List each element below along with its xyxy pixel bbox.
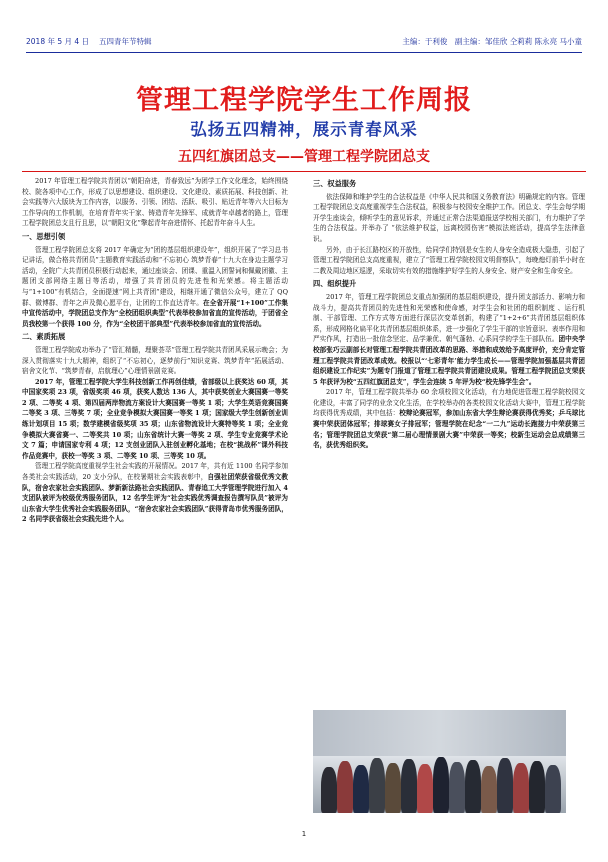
- heading-rights: 三、权益服务: [313, 179, 357, 188]
- culture-text: 2017 年，管理工程学院共举办 60 余项校园文化活动，有力地促进管理工程学院校园文化建设，丰富了同学的业余文化生活，在学校举办的各类校园文化活动大赛中，管理工程学院均获得优秀成绩，其中包括：: [313, 388, 585, 418]
- photo-figure: [385, 763, 401, 813]
- organization-bold-text: 团中央学校部张巧云副部长对管理工程学院共青团改革的思路、举措和成效给予高度评价，充分肯定管理工程学院共青团改革成效。校报以“‘七彩青年’能力学生成长——管理学院加强基层共青团组织建设工作纪实”为题专门报道了管理工程学院共青团建设成果。管理工程学院团总支荣获 5 年获评为校“五四红旗团总支”，学生会连续 5 年评为校“校先锋学生会”。: [313, 335, 585, 386]
- photo-figure: [529, 761, 545, 813]
- paragraph-rights: 依法保障和维护学生的合法权益是《中华人民共和国义务教育法》明确规定的内容。管理工程学院团总支高度重视学生合法权益，积极参与校园安全维护工作。团总支、学生会每学期开学生座谈会，倾听学生的意见诉求，并通过正常合法渠道报送学校相关部门，有力维护了学生的合法权益。并举办了 “依法维护权益，远离校园伤害”模拟法庭活动，提高学生法律意识。: [313, 192, 585, 243]
- photo-figure: [433, 757, 449, 813]
- paragraph-practice: [22, 461, 288, 525]
- practice-text: 管理工程学院高度重视学生社会实践的开展情况。2017 年，共有近 1100 名同学参加各类社会实践活动，20 支小分队，在校暑期社会实践表彰中，: [22, 462, 288, 482]
- paragraph-organization: [313, 292, 585, 387]
- edition-text: 五四青年节特辑: [98, 37, 152, 46]
- intro-paragraph: 2017 年管理工程学院共青团以“朝阳奋进，青春致远”为团学工作文化理念，始终围绕校、院各项中心工作，形成了以思想建设、组织建设、文化建设、素质拓展、科技创新、社会实践等六大版块为工作内容，以服务、引领、团结、活跃、吸引、贴近青年等六大目标为工作导向的工作机制，在培育青年实干家、铸造青年先锋军、成就青年卓越者的路上，管理工程学院团总支且行且思，以“朝阳文化”擎起青年奋进情怀、托起青年奋斗人生。: [22, 177, 288, 228]
- right-column: [313, 176, 585, 451]
- date-text: 2018 年 5 月 4 日: [26, 37, 90, 46]
- culture-bold-text: 校辩论赛冠军，参加山东省大学生辩论赛获得优秀奖；乒乓球比赛中荣获团体冠军；排球赛女子排冠军；管理学院在纪念“一二九”运动长跑接力中荣获第三名；管理学院团总支荣获“第二届心理情景剧大赛”中荣获一等奖；校新生运动会总成绩第三名，获优秀组织奖。: [313, 409, 586, 450]
- photo-figure: [321, 767, 337, 813]
- photo-figure: [369, 758, 385, 813]
- photo-figure: [337, 761, 353, 813]
- masthead-subtitle: 弘扬五四精神，展示青春风采: [190, 120, 418, 139]
- photo-figure: [481, 766, 497, 813]
- paragraph-culture: [313, 387, 585, 451]
- issue-date: [26, 36, 151, 52]
- group-photo: [313, 710, 566, 813]
- paragraph-safety: 另外，由于长江路校区的开放性，给同学们特别是女生的人身安全造成极大隐患，引起了管理工程学院团总支高度重视，建立了“管理工程学院校园文明督察队”，每晚熄灯前半小时在二教及周边地区巡逻，采取切实有效的措施维护好学生的人身安全、财产安全和生命安全。: [313, 245, 585, 275]
- photo-figure: [513, 763, 529, 813]
- photo-figure: [417, 764, 433, 813]
- editors-line: 主编：于利俊 副主编：邹佳欣 仝莉莉 陈永亮 马小童: [402, 37, 582, 46]
- header-bar: [26, 36, 582, 53]
- masthead-title: 管理工程学院学生工作周报: [136, 85, 472, 116]
- page-number: 1: [301, 830, 307, 838]
- paragraph-quality: 管理工程学院成功举办了“管汇精髓，理聚荟萃”管理工程学院共青团风采展示晚会；为深入贯彻落实十九大精神，组织了“不忘初心，逐梦前行”知识竞赛、筑梦青年”拓展活动、宿舍文化节、“筑梦青春，启航理心”心理情景剧竞赛。: [22, 345, 288, 376]
- paragraph-ideology: [22, 245, 288, 330]
- photo-figure: [465, 760, 481, 813]
- heading-organization: 四、组织提升: [313, 279, 357, 289]
- photo-figure: [497, 758, 513, 813]
- photo-figure: [401, 759, 417, 813]
- ideology-bold-text: 在全省开展“1+100”工作集中宣传活动中，学院团总支作为“全校团组织典型”代表举校参加省直的宣传活动，于团省全员我校第一个获得 100 分，作为“全校团干部典型”代表举校参加省直的宣传活动。: [22, 298, 289, 328]
- practice-bold-text: 自强社团荣获省级优秀文教队，宿舍农家社会实践团队、梦新新法路社会实践团队、青春追工大学管理学院进行加入 4 支团队被评为校级优秀服务团队，12 名学生评为“社会实践优秀调查报告撰写队员”被评为山东省大学生优秀社会实践服务团队，“宿舍农家社会实践团队”获得青岛市优秀服务团队，2 名同学获省级社会实践先进个人。: [22, 473, 288, 524]
- feature-section-title: 五四红旗团总支——管理工程学院团总支: [178, 149, 430, 165]
- ideology-text: 管理工程学院团总支将 2017 年确定为“团的基层组织建设年”，组织开展了“学习总书记讲话，做合格共青团员”主题教育实践活动和“不忘初心 筑梦青春”十九大在身边主题学习活动，全院广大共青团员积极行动起来，通过座谈会、团课、重温入团誓词和佩戴团徽、主题团支部网络主题日等活动，增强了共青团员的先进性和光荣感。将主题活动与“1+100”有机结合，全面提速“网上共青团”建设，相继开通了微信公众号，建立了 QQ 群、微博群、青年之声及微心愿平台，让团的工作直达青年。: [22, 245, 288, 307]
- photo-figure: [449, 762, 465, 813]
- photo-background: [313, 710, 566, 756]
- left-column: [22, 176, 288, 525]
- heading-quality: 二、素质拓展: [22, 332, 66, 342]
- paragraph-awards: 2017 年，管理工程学院大学生科技创新工作再创佳绩，省部级以上获奖达 60 项，其中国家奖项 23 项，省级奖项 46 项，获奖人数达 136 人，其中获奖创业大赛国赛一等奖 2 项、二等奖 4 项、第四届两岸物流方案设计大赛国赛一等奖 1 项；大学生英语竞赛国赛二等奖 3 项、三等奖 7 项；全业竞争模拟大赛国赛一等奖 1 项；国家级大学生创新创业训练计划项目 15 项；数学建模省级奖项 35 项；山东省物流设计大赛特等奖 1 项；全业竞争模拟大赛省赛一、二等奖共 10 项；山东省统计大赛一等奖 2 项、学生专业竞赛学术论文 7 篇；申请国家专利 4 项；12 支创业团队入驻创业孵化基地；在校“挑战杯”课外科技作品竞赛中，获校一等奖 3 项、二等奖 10 项、三等奖 10 项。: [22, 377, 288, 460]
- photo-figure: [545, 765, 561, 813]
- divider: [22, 171, 586, 172]
- heading-ideology: 一、思想引领: [22, 231, 66, 241]
- photo-figure: [353, 765, 369, 813]
- organization-text: 2017 年，管理工程学院团总支重点加强团的基层组织建设，提升团支部活力、影响力和战斗力，提高共青团员的先进性和光荣感和使命感，对学生会和社团的组织制度 、运行机制、干部管理、工作方式等方面进行深层次变革创新，构建了“1+2+6”共青团基层组织体系，形成网格化扁平化共青团基层组织体系，进一步强化了学生干部的宗旨意识、表率作用和严实作风，打造出一批信念坚定、品学兼优、朝气蓬勃、心系同学的学生干部队伍。: [313, 292, 585, 344]
